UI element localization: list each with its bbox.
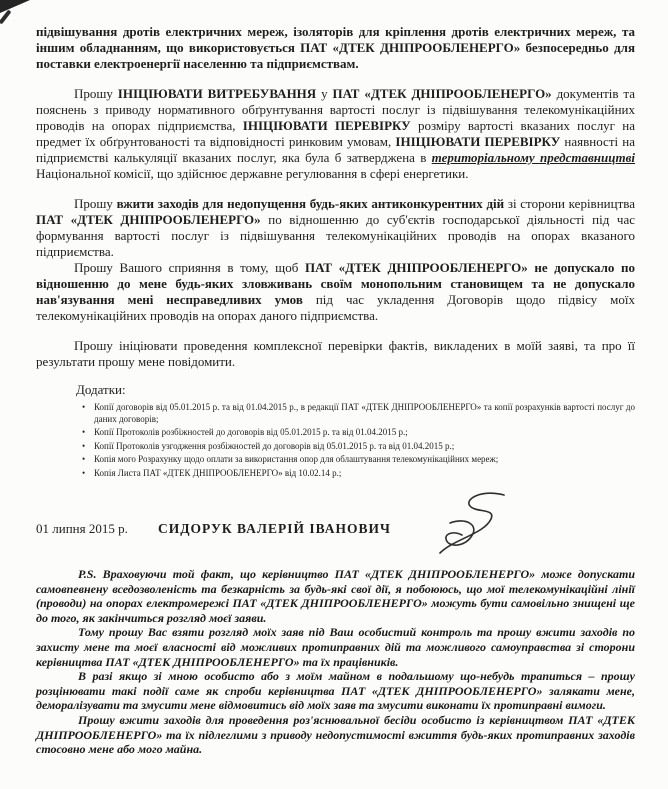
text-segment: Прошу вжити заходів для проведення роз'яснювальної бесіди особисто із керівництвом ПАТ «ДТЕК ДНІПРООБЛЕНЕРГО» та їх підлеглими з приводу недопустимості вжиття будь-яких протиправних заходів стосовно мене або мого майна. [36, 712, 635, 757]
main-paragraphs [36, 24, 635, 370]
ps-paragraph-1 [36, 567, 635, 625]
ps-paragraph-3 [36, 669, 635, 713]
text-segment: Прошу ініціювати проведення комплексної перевірки фактів, викладених в моїй заяві, та про її результати прошу мене повідомити. [36, 338, 635, 369]
attachment-item: • Копія Листа ПАТ «ДТЕК ДНІПРООБЛЕНЕРГО» від 10.02.14 р.; [76, 468, 635, 480]
text-segment: розміру вартості вказаних послуг на предмет їх обґрунтованості та відповідності ринковим умовам, [36, 118, 635, 149]
attachment-item: • Копії договорів від 05.01.2015 р. та від 01.04.2015 р., в редакції ПАТ «ДТЕК ДНІПРООБЛЕНЕРГО» та копії розрахунків вартості послуг до даних договорів; [76, 402, 635, 425]
handwritten-signature [416, 489, 526, 561]
text-segment: ІНІЦІЮВАТИ ПЕРЕВІРКУ [242, 118, 411, 133]
text-segment: ПАТ «ДТЕК ДНІПРООБЛЕНЕРГО» [332, 86, 552, 101]
attachments-list [76, 402, 635, 479]
ps-paragraph-2 [36, 625, 635, 669]
text-segment: по відношенню до суб'єктів господарської діяльності під час формування вартості послуг із підвішування телекомунікаційних проводів на опорах вказаного підприємства. [36, 212, 635, 259]
text-segment: ІНІЦІЮВАТИ ПЕРЕВІРКУ [395, 134, 561, 149]
text-segment: Національної комісії, що здійснює державне регулювання в сфері енергетики. [36, 166, 469, 181]
text-segment: Тому прошу Вас взяти розгляд моїх заяв під Ваш особистий контроль та прошу вжити заходів по захисту мене та моєї власності від можливих протиправних дій та можливого самоуправства зі сторони керівництва ПАТ «ДТЕК ДНІПРООБЛЕНЕРГО» та їх працівників. [36, 625, 635, 669]
text-segment: ПАТ «ДТЕК ДНІПРООБЛЕНЕРГО» не допускало по відношенню до мене будь-яких зловживань своїм монопольним становищем та не допускало нав'язування мені несправедливих умов [36, 260, 635, 307]
complex-check-paragraph [36, 338, 635, 370]
ps-paragraph-4 [36, 713, 635, 757]
text-segment: зі сторони керівництва [504, 196, 635, 211]
text-segment: у [316, 86, 333, 101]
text-segment: ІНІЦІЮВАТИ ВИТРЕБУВАННЯ [117, 86, 317, 101]
scan-corner-artifact [0, 0, 30, 13]
text-segment: В разі якщо зі мною особисто або з моїм майном в подальшому що-небудь трапиться – прошу розцінювати такі події саме як спроби керівництва ПАТ «ДТЕК ДНІПРООБЛЕНЕРГО» залякати мене, деморалізувати та змусити мене відмовитись від моїх заяв та змусити виконати їх протиправні вимоги. [36, 669, 635, 713]
text-segment: під час укладення Договорів щодо підвісу моїх телекомунікаційних проводів на опорах даного підприємства. [36, 292, 635, 323]
continuation-paragraph [36, 24, 635, 72]
attachment-item: • Копія мого Розрахунку щодо оплати за використання опор для облаштування телекомунікаційних мереж; [76, 454, 635, 466]
signature-name: СИДОРУК ВАЛЕРІЙ ІВАНОВИЧ [158, 521, 391, 536]
text-segment: P.S. Враховуючи той факт, що керівництво ПАТ «ДТЕК ДНІПРООБЛЕНЕРГО» може допускати самовпевнену вседозволеність та безкарність за будь-які свої дії, я побоююсь, що мої телекомунікаційні лінії (проводи) на опорах електромережі ПАТ «ДТЕК ДНІПРООБЛЕНЕРГО» можуть бути самовільно знищені ще до того, як закінчиться розгляд моєї заяви. [36, 567, 635, 625]
assistance-request-paragraph [36, 260, 635, 324]
text-segment: наявності на підприємстві калькуляції вказаних послуг, яка була б затверджена в [36, 134, 635, 165]
text-segment: Прошу [74, 196, 117, 211]
anticompetitive-actions-paragraph [36, 196, 635, 260]
text-segment: Прошу [74, 86, 118, 101]
signature-row [36, 507, 635, 555]
attachment-item: • Копії Протоколів розбіжностей до договорів від 05.01.2015 р. та від 01.04.2015 р.; [76, 427, 635, 439]
attachment-item: • Копії Протоколів узгодження розбіжностей до договорів від 05.01.2015 р. та від 01.04.2015 р.; [76, 441, 635, 453]
attachments-section [36, 382, 635, 479]
attachments-title: Додатки: [76, 382, 126, 397]
text-segment: вжити заходів для недопущення будь-яких антиконкурентних дій [116, 196, 505, 211]
signature-date: 01 липня 2015 р. [36, 521, 128, 536]
ps-section [36, 567, 635, 757]
request-initiate-paragraph [36, 86, 635, 182]
text-segment: Прошу Вашого сприяння в тому, щоб [74, 260, 305, 275]
text-segment: підвішування дротів електричних мереж, ізоляторів для кріплення дротів електричних мереж, та іншим обладнанням, що використовується ПАТ «ДТЕК ДНІПРООБЛЕНЕРГО» безпосередньо для поставки електроенергії населенню та підприємствам. [36, 24, 635, 71]
text-segment: територіальному представництві [431, 150, 635, 165]
text-segment: ПАТ «ДТЕК ДНІПРООБЛЕНЕРГО» [36, 212, 261, 227]
text-segment: документів та пояснень з приводу нормативного обґрунтування вартості послуг із підвішування телекомунікаційних проводів на опорах підприємства, [36, 86, 636, 133]
